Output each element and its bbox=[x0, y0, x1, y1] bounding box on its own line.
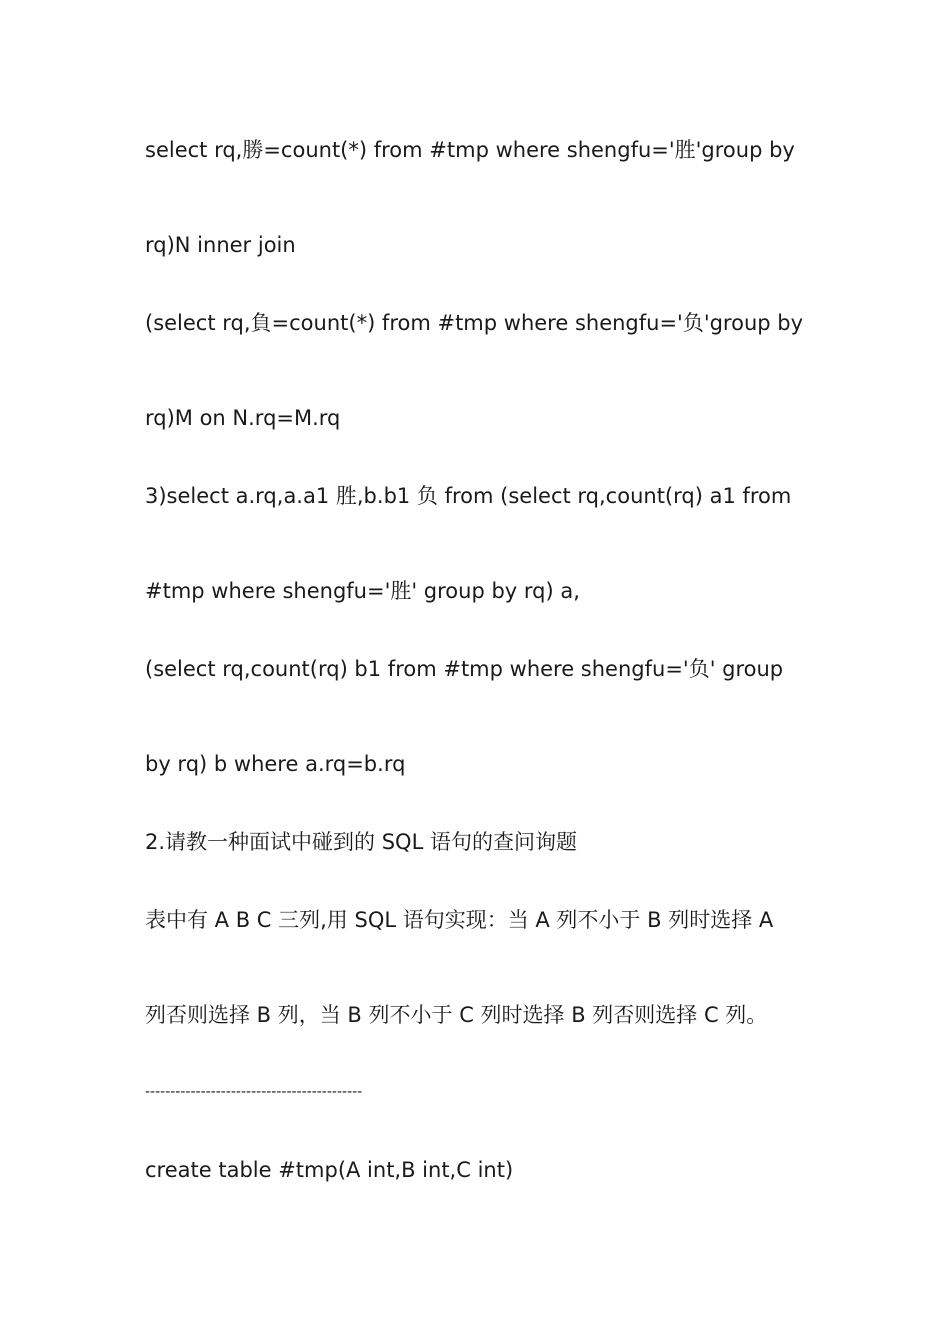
text-line: rq)N inner join bbox=[145, 233, 296, 257]
text-line: by rq) b where a.rq=b.rq bbox=[145, 752, 406, 776]
text-line: (select rq,負=count(*) from #tmp where shengfu='负'group by bbox=[145, 311, 804, 335]
text-line: 3)select a.rq,a.a1 胜,b.b1 负 from (select rq,count(rq) a1 from bbox=[145, 484, 792, 508]
heading-line: 2.请教一种面试中碰到的 SQL 语句的查问询题 bbox=[145, 830, 577, 854]
text-line: #tmp where shengfu='胜' group by rq) a, bbox=[145, 579, 580, 603]
text-line: select rq,勝=count(*) from #tmp where shengfu='胜'group by bbox=[145, 138, 795, 162]
text-line: (select rq,count(rq) b1 from #tmp where shengfu='负' group bbox=[145, 657, 784, 681]
separator-line: ------------------------------------------- bbox=[145, 1084, 363, 1100]
text-line: 列否则选择 B 列，当 B 列不小于 C 列时选择 B 列否则选择 C 列。 bbox=[145, 1003, 768, 1027]
text-line: 表中有 A B C 三列,用 SQL 语句实现：当 A 列不小于 B 列时选择 A bbox=[145, 908, 774, 932]
text-line: rq)M on N.rq=M.rq bbox=[145, 406, 341, 430]
text-line: create table #tmp(A int,B int,C int) bbox=[145, 1158, 514, 1182]
